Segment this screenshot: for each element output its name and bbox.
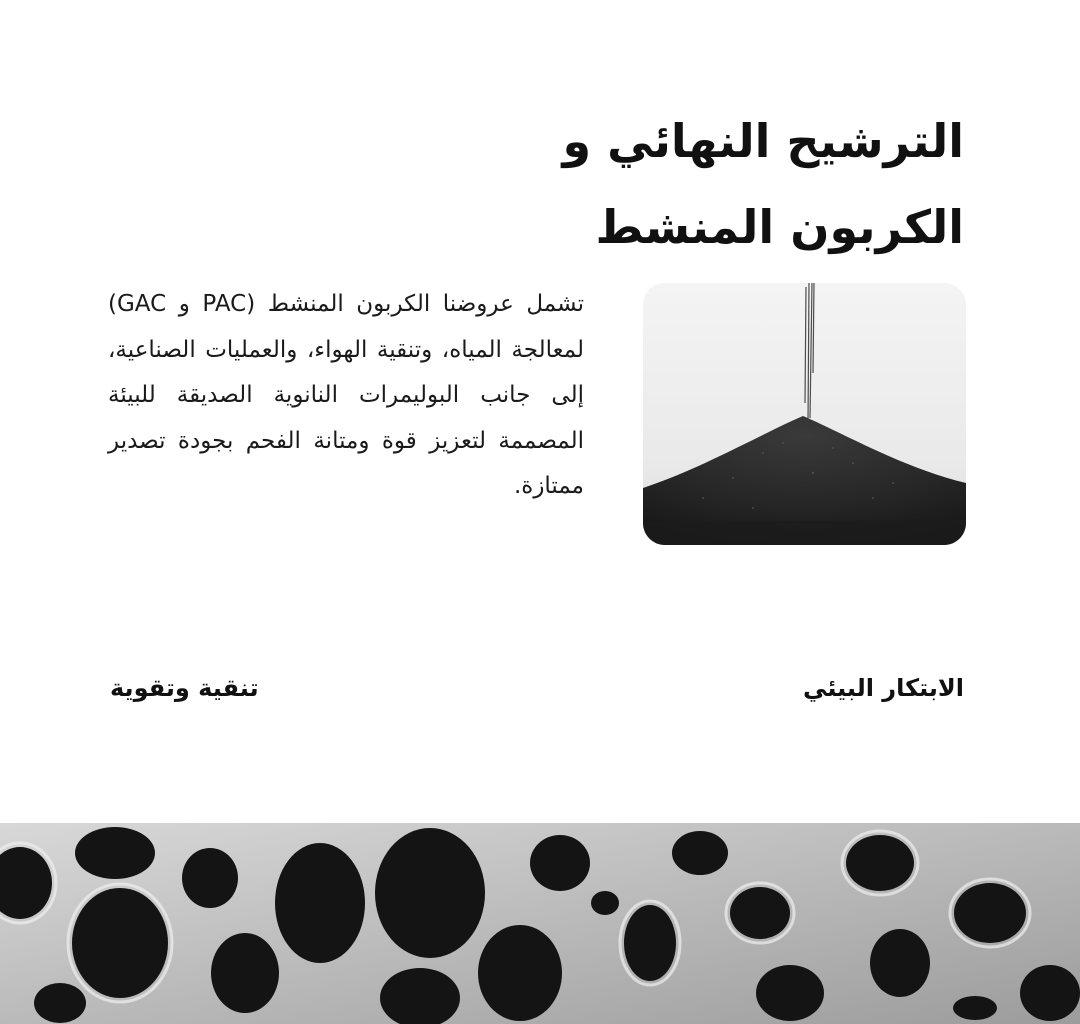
title-line-2: الكربون المنشط [595,200,964,254]
activated-carbon-pile-photo [643,283,966,545]
title-line-1: الترشيح النهائي و [562,114,964,168]
label-purification-strengthening: تنقية وتقوية [110,674,259,702]
page-title [344,98,964,270]
description-paragraph: تشمل عروضنا الكربون المنشط (PAC و GAC) لمعالجة المياه، وتنقية الهواء، والعمليات الصناعية، إلى جانب البوليمرات النانوية الصديقة للبيئة المصممة لتعزيز قوة ومتانة الفحم بجودة تصدير ممتازة. [108,291,584,499]
label-environmental-innovation: الابتكار البيئي [803,674,964,702]
carbon-microstructure-image [0,823,1080,1024]
